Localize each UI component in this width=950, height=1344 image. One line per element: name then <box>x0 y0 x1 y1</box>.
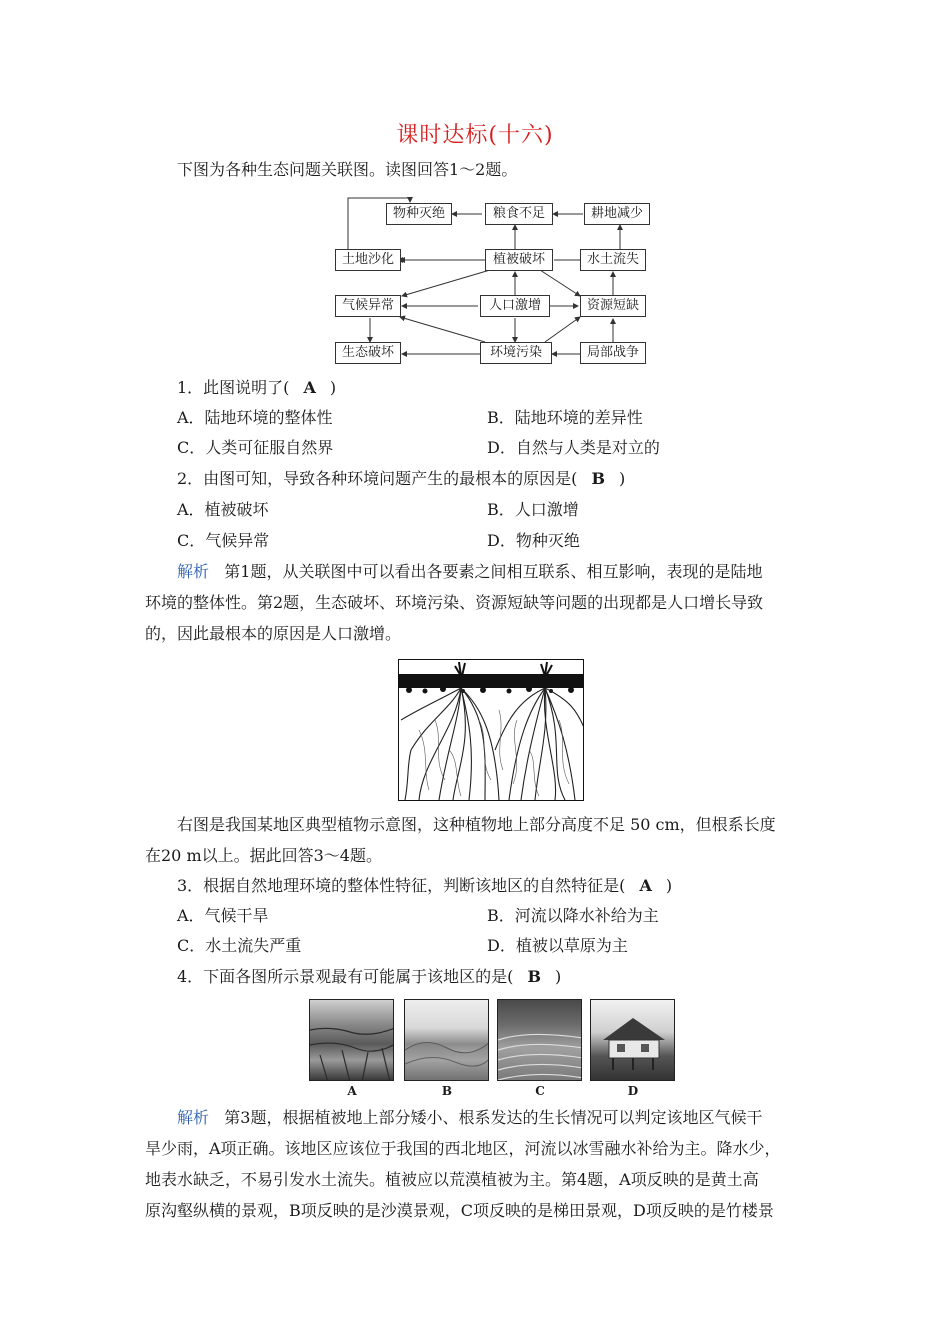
q1-option-d: D．自然与人类是对立的 <box>487 438 660 457</box>
explanation-2-line2: 旱少雨，A项正确。该地区应该位于我国的西北地区，河流以冰雪融水补给为主。降水少， <box>145 1139 781 1158</box>
q3-option-c: C．水土流失严重 <box>177 936 302 955</box>
box-soil-erosion: 水土流失 <box>580 249 646 271</box>
explanation-2-line1: 解析 第3题，根据植被地上部分矮小、根系发达的生长情况可以判定该地区气候干 <box>177 1108 763 1127</box>
ecology-relation-diagram <box>330 192 650 368</box>
box-vegetation-damage: 植被破坏 <box>485 249 553 271</box>
question-3: 3．根据自然地理环境的整体性特征，判断该地区的自然特征是( A ) <box>177 876 673 895</box>
photo-label-c: C <box>535 1084 545 1098</box>
photo-label-a: A <box>347 1084 357 1098</box>
stilt-house-drawing <box>591 1000 675 1081</box>
question-2: 2．由图可知，导致各种环境问题产生的最根本的原因是( B ) <box>177 469 626 488</box>
q3-option-a: A．气候干旱 <box>177 906 269 925</box>
intro-plant-line2: 在20 m以上。据此回答3～4题。 <box>145 846 382 865</box>
box-population-surge: 人口激增 <box>480 295 550 317</box>
box-resource-shortage: 资源短缺 <box>580 295 646 317</box>
loess-gullies-drawing <box>310 1000 394 1081</box>
root-system-drawing <box>399 660 584 801</box>
box-desertification: 土地沙化 <box>335 249 401 271</box>
q2-option-c: C．气候异常 <box>177 531 270 550</box>
photo-label-d: D <box>627 1084 639 1098</box>
photo-desert <box>404 999 489 1081</box>
plant-root-illustration <box>398 659 584 801</box>
photo-label-b: B <box>441 1084 453 1098</box>
explanation-2-line4: 原沟壑纵横的景观，B项反映的是沙漠景观，C项反映的是梯田景观，D项反映的是竹楼景 <box>145 1201 774 1220</box>
q2-option-b: B．人口激增 <box>487 500 579 519</box>
explanation-1-line1: 解析 第1题，从关联图中可以看出各要素之间相互联系、相互影响，表现的是陆地 <box>177 562 763 581</box>
q2-option-d: D．物种灭绝 <box>487 531 580 550</box>
box-ecological-damage: 生态破坏 <box>335 342 401 364</box>
answer-1: A <box>303 378 316 397</box>
explanation-2-line3: 地表水缺乏，不易引发水土流失。植被应以荒漠植被为主。第4题，A项反映的是黄土高 <box>145 1170 759 1189</box>
explanation-label: 解析 <box>177 562 210 581</box>
intro-diagram: 下图为各种生态问题关联图。读图回答1～2题。 <box>177 160 518 179</box>
box-farmland-loss: 耕地减少 <box>584 203 650 225</box>
box-environmental-pollution: 环境污染 <box>480 342 552 364</box>
photo-loess-plateau <box>309 999 394 1081</box>
answer-3: A <box>639 876 652 895</box>
box-species-extinction: 物种灭绝 <box>386 203 452 225</box>
q1-option-c: C．人类可征服自然界 <box>177 438 334 457</box>
sand-dunes-drawing <box>405 1000 489 1081</box>
question-4: 4．下面各图所示景观最有可能属于该地区的是( B ) <box>177 967 562 986</box>
explanation-1-line3: 的，因此最根本的原因是人口激增。 <box>145 624 402 643</box>
page-title: 课时达标(十六) <box>396 123 554 148</box>
answer-4: B <box>527 967 541 986</box>
box-food-shortage: 粮食不足 <box>485 203 553 225</box>
box-local-war: 局部战争 <box>580 342 646 364</box>
explanation-label-2: 解析 <box>177 1108 210 1127</box>
q1-option-b: B．陆地环境的差异性 <box>487 408 643 427</box>
q2-option-a: A．植被破坏 <box>177 500 269 519</box>
intro-plant-line1: 右图是我国某地区典型植物示意图，这种植物地上部分高度不足 50 cm，但根系长度 <box>177 815 776 834</box>
q3-option-d: D．植被以草原为主 <box>487 936 628 955</box>
q3-option-b: B．河流以降水补给为主 <box>487 906 659 925</box>
terraced-fields-drawing <box>498 1000 582 1081</box>
box-climate-anomaly: 气候异常 <box>335 295 401 317</box>
explanation-1-line2: 环境的整体性。第2题，生态破坏、环境污染、资源短缺等问题的出现都是人口增长导致 <box>145 593 764 612</box>
answer-2: B <box>591 469 605 488</box>
photo-bamboo-house <box>590 999 675 1081</box>
q1-option-a: A．陆地环境的整体性 <box>177 408 333 427</box>
photo-terraces <box>497 999 582 1081</box>
question-1: 1．此图说明了( A ) <box>177 378 337 397</box>
